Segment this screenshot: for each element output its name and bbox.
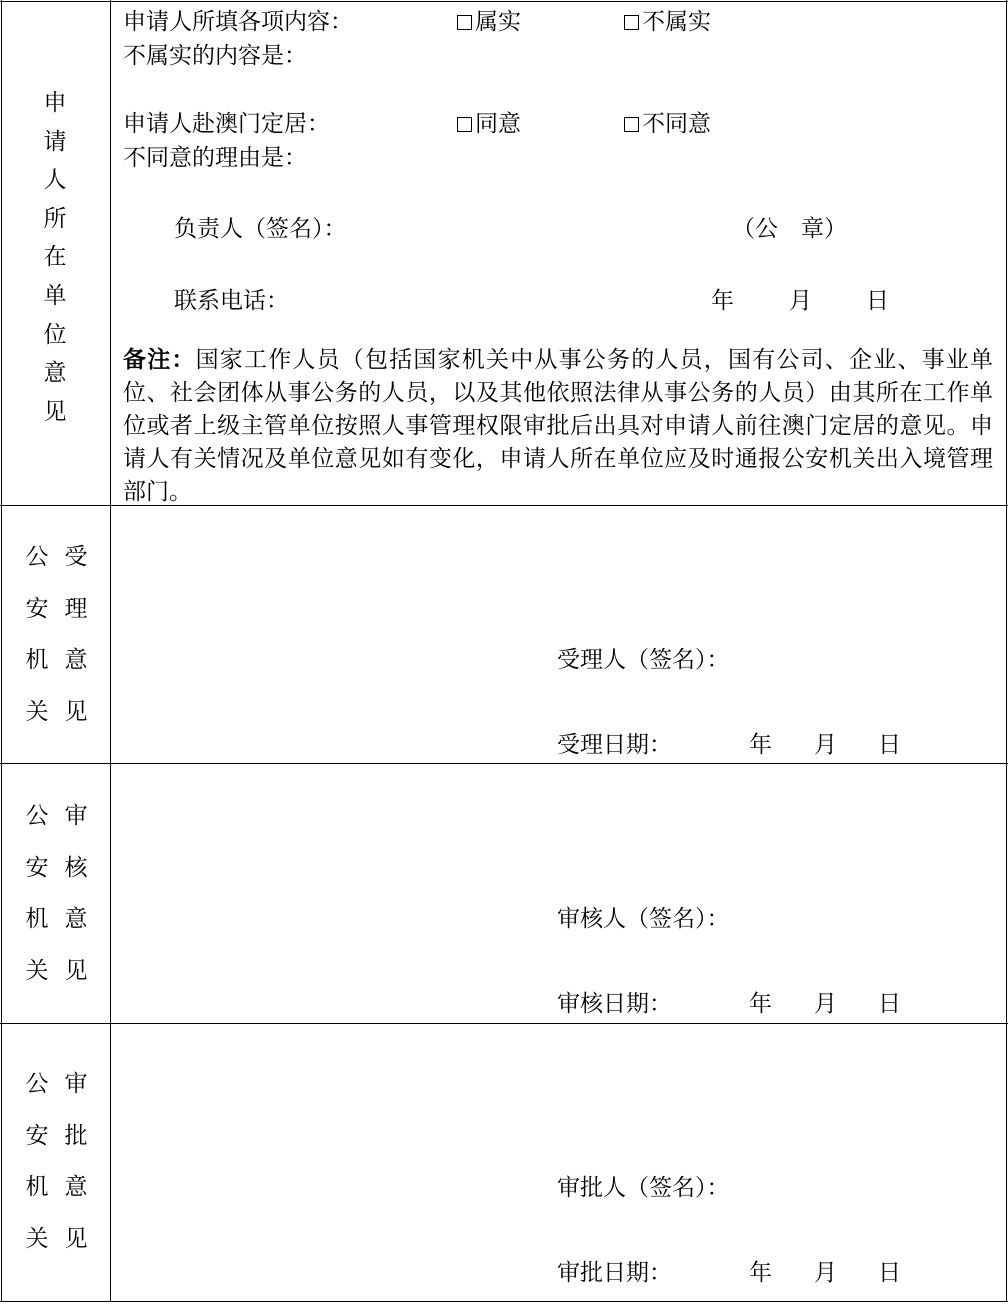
label-char: 理 — [64, 595, 88, 622]
accept-label-col1 — [22, 532, 52, 738]
remark-paragraph — [123, 343, 993, 509]
approve-day: 日 — [878, 1260, 901, 1286]
option-true[interactable] — [457, 9, 521, 35]
label-char: 安 — [25, 595, 49, 622]
label-char: 见 — [64, 698, 88, 725]
settle-question: 申请人赴澳门定居： — [123, 111, 330, 137]
approve-label-col2 — [61, 1059, 91, 1265]
unit-day: 日 — [866, 288, 889, 314]
option-disagree[interactable] — [624, 111, 711, 137]
review-signer-label: 审核人（签名）： — [557, 906, 730, 932]
remark-text: 国家工作人员（包括国家机关中从事公务的人员，国有公司、企业、事业单位、社会团体从事公务的人员，以及其他依照法律从事公务的人员）由其所在工作单位或者上级主管单位按照人事管理权限审批后出具对申请人前往澳门定居的意见。申请人有关情况及单位意见如有变化，申请人所在单位应及时通报公安机关出入境管理部门。 — [123, 347, 994, 505]
label-char: 意 — [64, 906, 88, 932]
table-border-right — [1006, 0, 1007, 1302]
label-char: 安 — [25, 1122, 49, 1149]
option-false[interactable] — [624, 9, 711, 35]
label-char: 审 — [64, 1071, 88, 1097]
disagree-reason-label: 不同意的理由是： — [123, 145, 307, 171]
approve-date-label: 审批日期： — [557, 1260, 672, 1286]
remark-title: 备注： — [123, 346, 196, 373]
label-char: 关 — [25, 1225, 49, 1252]
option-false-label: 不属实 — [642, 9, 711, 35]
label-char: 机 — [25, 647, 49, 673]
review-day: 日 — [878, 991, 901, 1017]
content-question-text: 申请人所填各项内容： — [123, 9, 353, 35]
label-char: 公 — [25, 544, 49, 570]
accept-day: 日 — [878, 732, 901, 758]
accept-date-label: 受理日期： — [557, 732, 672, 758]
unit-section-label: 申请人所在单位意见 — [43, 90, 67, 425]
approve-signer-label: 审批人（签名）： — [557, 1175, 730, 1201]
review-date-label: 审核日期： — [557, 991, 672, 1017]
checkbox-true[interactable] — [457, 15, 472, 30]
option-agree-label: 同意 — [475, 111, 521, 137]
approve-label-col1 — [22, 1059, 52, 1265]
table-border-left — [1, 0, 2, 1302]
checkbox-agree[interactable] — [457, 117, 472, 132]
official-seal-label: （公 章） — [732, 216, 847, 242]
column-divider — [110, 0, 111, 1302]
label-char: 意 — [64, 1174, 88, 1200]
label-char: 审 — [64, 803, 88, 829]
approve-year: 年 — [749, 1260, 772, 1286]
label-char: 关 — [25, 698, 49, 725]
table-border-bottom — [0, 1301, 1008, 1302]
label-char: 安 — [25, 854, 49, 881]
checkbox-disagree[interactable] — [624, 117, 639, 132]
label-char: 受 — [64, 544, 88, 570]
option-agree[interactable] — [457, 111, 521, 137]
table-border-top — [0, 1, 1008, 2]
option-true-label: 属实 — [475, 9, 521, 35]
false-content-label: 不属实的内容是： — [123, 43, 307, 69]
unit-month: 月 — [789, 288, 812, 314]
phone-label: 联系电话： — [174, 288, 289, 314]
label-char: 公 — [25, 803, 49, 829]
accept-year: 年 — [749, 732, 772, 758]
review-month: 月 — [814, 991, 837, 1017]
label-char: 机 — [25, 906, 49, 932]
label-char: 关 — [25, 957, 49, 984]
label-char: 公 — [25, 1071, 49, 1097]
label-char: 批 — [64, 1122, 88, 1149]
label-char: 核 — [64, 854, 88, 881]
review-label-col2 — [61, 791, 91, 997]
review-year: 年 — [749, 991, 772, 1017]
responsible-signature-label: 负责人（签名）： — [174, 216, 347, 242]
approve-month: 月 — [814, 1260, 837, 1286]
option-disagree-label: 不同意 — [642, 111, 711, 137]
accept-signer-label: 受理人（签名）： — [557, 647, 730, 673]
label-char: 见 — [64, 957, 88, 984]
unit-year: 年 — [711, 288, 734, 314]
content-question — [123, 9, 353, 35]
accept-month: 月 — [814, 732, 837, 758]
review-label-col1 — [22, 791, 52, 997]
row-divider-2 — [0, 763, 1008, 764]
label-char: 机 — [25, 1174, 49, 1200]
row-divider-3 — [0, 1023, 1008, 1024]
label-char: 见 — [64, 1225, 88, 1252]
accept-label-col2 — [61, 532, 91, 738]
checkbox-false[interactable] — [624, 15, 639, 30]
label-char: 意 — [64, 647, 88, 673]
